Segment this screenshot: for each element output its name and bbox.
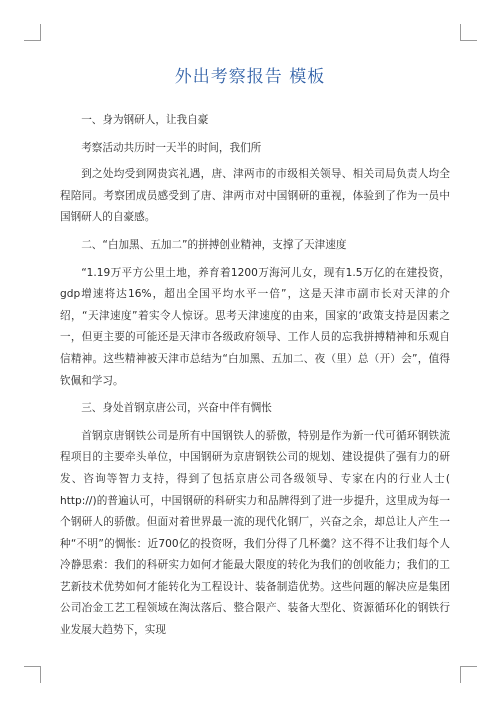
crop-mark-top-left (24, 24, 41, 41)
paragraph: “1.19万平方公里土地，养育着1200万海河儿女，现有1.5万亿的在建投资，gdp增速将达16%，超出全国平均水平一倍”，这是天津市副市长对天津的介绍，“天津速度”着实令人惊讶。思考天津速度的由来，国家的‘政策支持是因素之一，但更主要的可能还是天津市各级政府领导、工作人员的忘我拼搏精神和乐观自信精神。这些精神被天津市总结为“白加黑、五加二、夜（里）总（开）会”，值得钦佩和学习。 (60, 266, 450, 387)
crop-mark-bottom-left (24, 666, 41, 683)
crop-mark-top-right (460, 24, 477, 41)
document-title: 外出考察报告 模板 (174, 67, 326, 87)
paragraph: 首钢京唐钢铁公司是所有中国钢铁人的骄傲，特别是作为新一代可循环钢铁流程项目的主要牵头单位，中国钢研为京唐钢铁公司的规划、建设提供了强有力的研发、咨询等智力支持，得到了包括京唐公司各级领导、专家在内的行业人士( http://)的普遍认可，中国钢研的科研实力和品牌得到了进一步提升，这里成为每一个钢研人的骄傲。但面对着世界最一流的现代化钢厂，兴奋之余，却总让人产生一种“不明”的惆怅：近700亿的投资呀，我们分得了几杯羹？这不得不让我们每个人冷静思索：我们的科研实力如何才能最大限度的转化为我们的创收能力；我们的工艺新技术优势如何才能转化为工程设计、装备制造优势。这些问题的解决应是集团公司冶金工艺工程领域在淘汰落后、整合限产、装备大型化、资源循环化的钢铁行业发展大趋势下，实现 (60, 429, 450, 637)
section-heading-3: 三、身处首钢京唐公司，兴奋中伴有惆怅 (81, 402, 272, 415)
section-heading-1: 一、身为钢研人，让我自豪 (81, 114, 209, 126)
document-body (60, 110, 450, 648)
crop-mark-bottom-right (460, 666, 477, 683)
section-heading-2: 二、“白加黑、五加二”的拼搏创业精神，支撑了天津速度 (81, 238, 347, 251)
paragraph: 考察活动共历时一天半的时间，我们所 (81, 141, 262, 154)
paragraph: 到之处均受到网贵宾礼遇，唐、津两市的市级相关领导、相关司局负责人均全程陪同。考察团成员感受到了唐、津两市对中国钢研的重视，体验到了作为一员中国钢研人的自豪感。 (60, 168, 450, 224)
